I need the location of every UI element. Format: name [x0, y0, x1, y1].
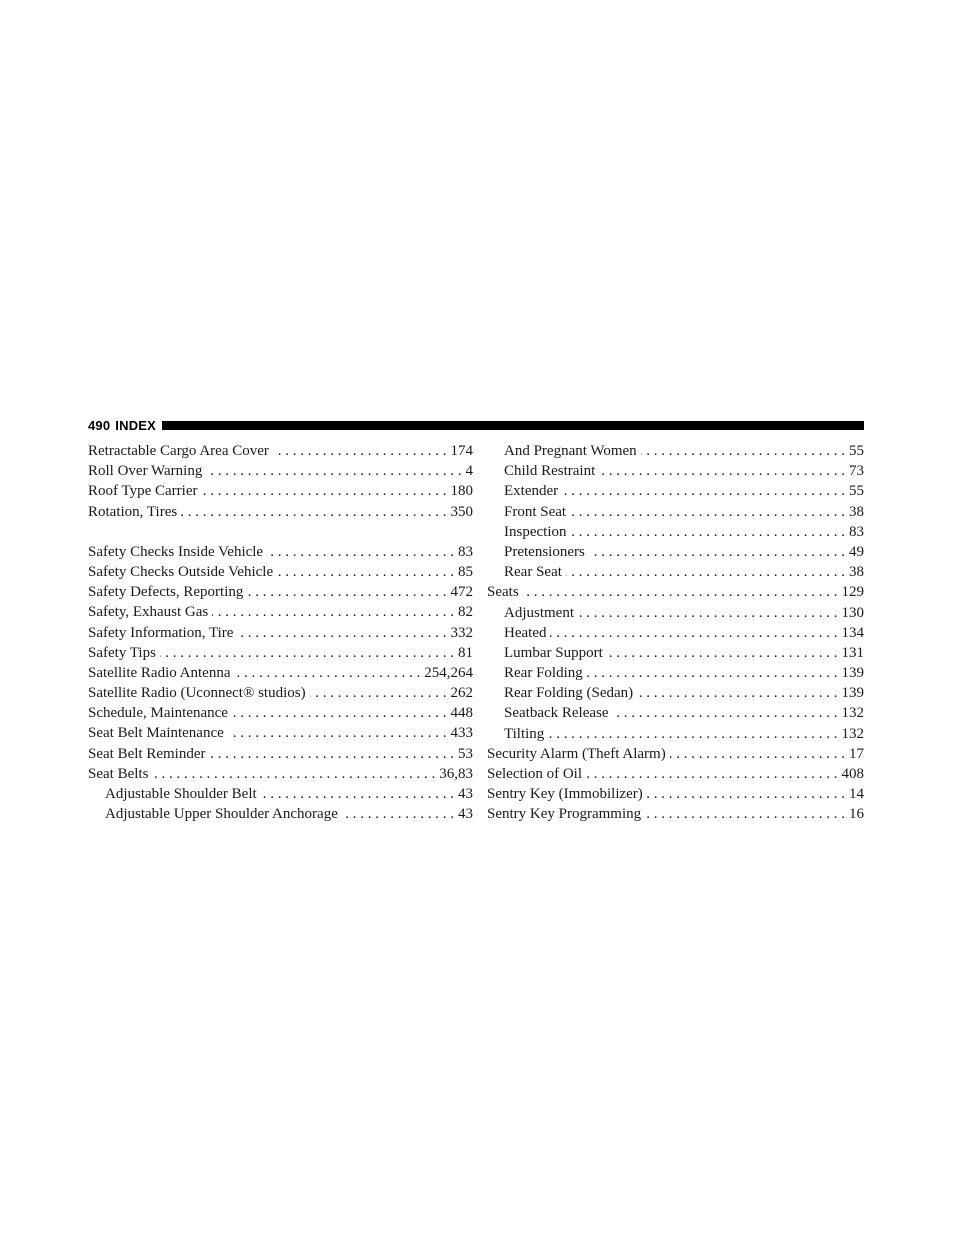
index-page-ref: 130 — [841, 604, 864, 621]
index-page-ref: 408 — [841, 766, 864, 782]
leader-dots — [550, 623, 837, 643]
leader-dots — [613, 703, 838, 723]
index-page-ref: 55 — [849, 483, 864, 500]
leader-dots — [247, 582, 446, 602]
leader-dots — [232, 703, 447, 723]
index-entry — [88, 502, 473, 522]
index-term: Safety Information, Tire — [88, 624, 234, 641]
page-header — [88, 418, 864, 432]
index-term: Seat Belt Reminder — [88, 745, 206, 762]
leader-dots — [234, 663, 420, 683]
index-term: Tilting — [504, 725, 545, 742]
index-term: Adjustable Upper Shoulder Anchorage — [105, 806, 338, 823]
index-term: Safety Checks Inside Vehicle — [88, 543, 264, 560]
index-subentry — [487, 703, 864, 723]
index-page-ref: 43 — [458, 806, 473, 823]
section-title: INDEX — [115, 417, 157, 433]
index-term: Rotation, Tires — [88, 503, 178, 520]
leader-dots — [586, 764, 838, 784]
index-entry — [487, 582, 864, 602]
index-term: Lumbar Support — [504, 644, 603, 661]
leader-dots — [587, 663, 838, 683]
leader-dots — [523, 582, 838, 602]
leader-dots — [641, 441, 845, 461]
leader-dots — [273, 441, 447, 461]
leader-dots — [209, 744, 454, 764]
header-rule — [162, 421, 864, 430]
index-column-left — [88, 441, 473, 824]
index-term: Seat Belts — [88, 765, 149, 782]
index-term: Seat Belt Maintenance — [88, 725, 224, 742]
leader-dots — [310, 683, 447, 703]
index-subentry — [487, 481, 864, 501]
index-subentry — [487, 461, 864, 481]
index-term: Child Restraint — [504, 463, 596, 480]
index-term: Sentry Key (Immobilizer) — [487, 786, 643, 803]
page-number: 490 — [88, 417, 111, 433]
index-page-ref: 16 — [849, 806, 864, 823]
index-term: Rear Folding (Sedan) — [504, 685, 634, 702]
leader-dots — [342, 804, 454, 824]
index-entry — [88, 562, 473, 582]
index-page-ref: 132 — [841, 705, 864, 722]
index-entry — [487, 804, 864, 824]
index-page-ref: 180 — [450, 483, 473, 500]
index-page-ref: 350 — [450, 503, 473, 520]
index-term: Security Alarm (Theft Alarm) — [487, 745, 666, 762]
index-entry — [88, 582, 473, 602]
index-term: Safety Defects, Reporting — [88, 584, 244, 601]
leader-dots — [645, 804, 845, 824]
index-page-ref: 85 — [458, 563, 473, 580]
index-subentry — [487, 724, 864, 744]
index-term: Safety Checks Outside Vehicle — [88, 563, 274, 580]
index-term: Retractable Cargo Area Cover — [88, 443, 269, 459]
index-page-ref: 82 — [458, 604, 473, 621]
leader-dots — [670, 744, 845, 764]
index-page-ref: 332 — [450, 624, 473, 641]
index-entry — [487, 784, 864, 804]
leader-dots — [277, 562, 454, 582]
index-entry — [88, 663, 473, 683]
index-term: Heated — [504, 624, 547, 641]
leader-dots — [267, 542, 454, 562]
index-entry — [88, 461, 473, 481]
index-term: Roof Type Carrier — [88, 483, 198, 500]
index-subentry — [487, 623, 864, 643]
index-term: Selection of Oil — [487, 766, 582, 782]
index-entry — [88, 602, 473, 622]
leader-dots — [181, 502, 446, 522]
index-page-ref: 38 — [849, 564, 864, 581]
leader-dots — [228, 723, 447, 743]
index-entry — [88, 441, 473, 461]
index-subentry — [487, 542, 864, 562]
leader-dots — [206, 461, 461, 481]
index-term: Safety Tips — [88, 644, 156, 661]
leader-dots — [212, 602, 454, 622]
index-entry — [88, 703, 473, 723]
leader-dots — [637, 683, 837, 703]
index-page-ref: 14 — [849, 786, 864, 803]
index-page-ref: 38 — [849, 503, 864, 520]
leader-dots — [607, 643, 838, 663]
leader-dots — [570, 522, 845, 542]
index-page-ref: 55 — [849, 443, 864, 459]
index-page-ref: 43 — [458, 786, 473, 802]
index-subentry — [487, 603, 864, 623]
index-page-ref: 134 — [841, 624, 864, 641]
index-page-ref: 139 — [841, 685, 864, 702]
index-term: Pretensioners — [504, 543, 585, 560]
index-entry — [487, 744, 864, 764]
leader-dots — [589, 542, 845, 562]
index-page-ref: 174 — [450, 443, 473, 459]
index-subentry — [487, 562, 864, 582]
leader-dots — [152, 764, 435, 784]
index-term: Roll Over Warning — [88, 463, 203, 480]
index-entry — [88, 481, 473, 501]
index-page-ref: 53 — [458, 745, 473, 762]
leader-dots — [570, 502, 845, 522]
leader-dots — [548, 724, 837, 744]
index-entry — [88, 683, 473, 703]
index-entry — [88, 723, 473, 743]
index-term: Satellite Radio (Uconnect® studios) — [88, 685, 306, 702]
index-subentry — [487, 663, 864, 683]
index-page-ref: 131 — [841, 644, 864, 661]
index-page-ref: 472 — [450, 584, 473, 601]
index-page-ref: 4 — [465, 463, 473, 480]
index-term: Seats — [487, 584, 519, 601]
index-page-ref: 262 — [450, 685, 473, 702]
index-page-ref: 17 — [849, 745, 864, 762]
index-page-ref: 448 — [450, 705, 473, 722]
index-subentry — [487, 643, 864, 663]
index-page-ref: 254,264 — [424, 664, 473, 681]
index-subentry — [487, 502, 864, 522]
index-term: Seatback Release — [504, 705, 609, 722]
leader-dots — [566, 562, 845, 582]
index-subentry — [88, 784, 473, 804]
index-entry — [487, 764, 864, 784]
index-page-ref: 49 — [849, 543, 864, 560]
index-term: Schedule, Maintenance — [88, 705, 228, 722]
index-term: And Pregnant Women — [504, 443, 637, 459]
index-term: Safety, Exhaust Gas — [88, 604, 209, 621]
index-entry — [88, 764, 473, 784]
index-page-ref: 139 — [841, 665, 864, 682]
index-term: Rear Seat — [504, 564, 562, 581]
index-term: Inspection — [504, 523, 567, 540]
index-page-ref: 81 — [458, 644, 473, 661]
leader-dots — [647, 784, 845, 804]
index-subentry — [487, 683, 864, 703]
leader-dots — [578, 603, 838, 623]
leader-dots — [201, 481, 446, 501]
index-term: Adjustable Shoulder Belt — [105, 786, 257, 802]
index-entry — [88, 542, 473, 562]
index-term: Extender — [504, 483, 559, 500]
index-entry — [88, 643, 473, 663]
leader-dots — [562, 481, 845, 501]
leader-dots — [160, 643, 454, 663]
index-subentry — [487, 441, 864, 461]
index-page-ref: 129 — [841, 584, 864, 601]
index-entry — [88, 744, 473, 764]
index-page-ref: 73 — [849, 463, 864, 480]
index-term: Adjustment — [504, 604, 574, 621]
leader-dots — [237, 623, 446, 643]
index-column-right — [487, 441, 864, 825]
index-page-ref: 83 — [458, 543, 473, 560]
leader-dots — [599, 461, 845, 481]
index-page-ref: 36,83 — [439, 765, 473, 782]
index-subentry — [487, 522, 864, 542]
index-term: Satellite Radio Antenna — [88, 664, 231, 681]
index-page-ref: 132 — [841, 725, 864, 742]
index-subentry — [88, 804, 473, 824]
leader-dots — [261, 784, 454, 804]
index-term: Rear Folding — [504, 665, 583, 682]
index-page-ref: 433 — [450, 725, 473, 742]
index-term: Front Seat — [504, 503, 567, 520]
index-entry — [88, 623, 473, 643]
index-term: Sentry Key Programming — [487, 806, 642, 823]
index-page-ref: 83 — [849, 523, 864, 540]
